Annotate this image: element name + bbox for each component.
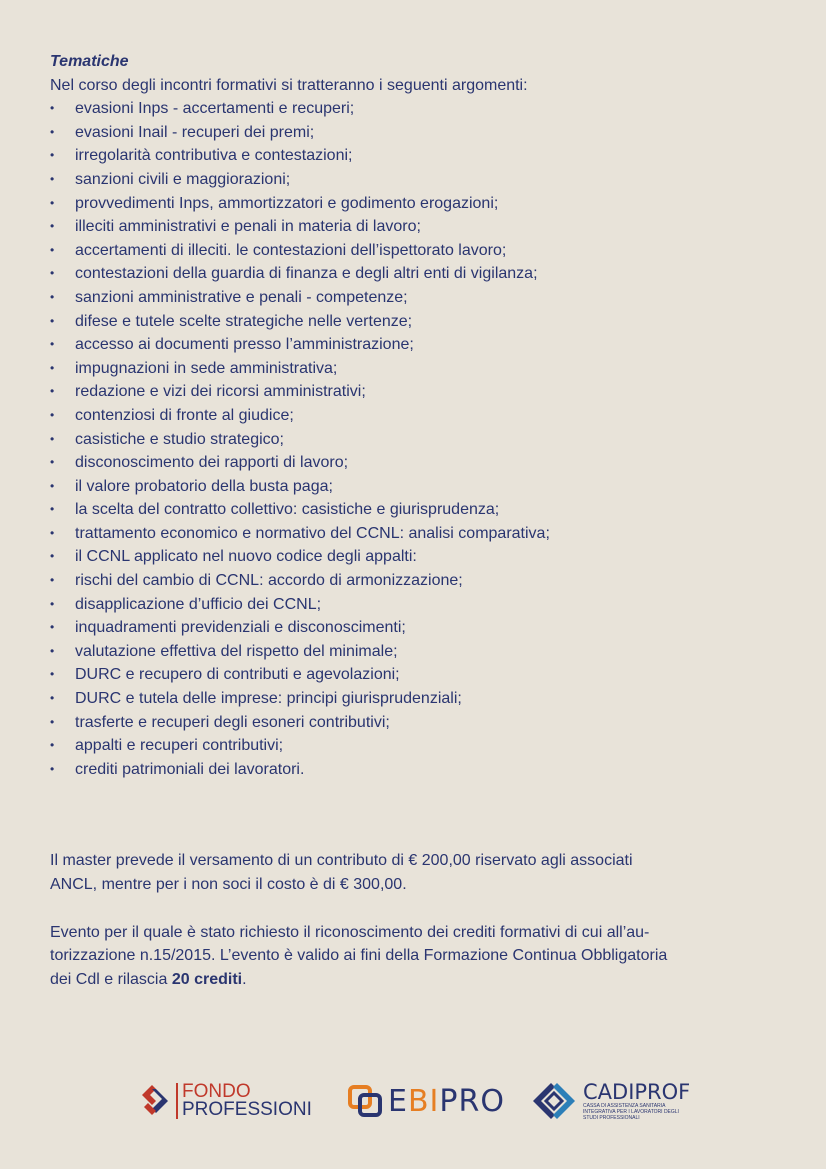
ebipro-bi: BI xyxy=(407,1083,440,1119)
list-item: • rischi del cambio di CCNL: accordo di armonizzazione; xyxy=(50,569,780,593)
cadiprof-subtitle: CASSA DI ASSISTENZA SANITARIA INTEGRATIVA PER I LAVORATORI DEGLI STUDI PROFESSIONALI xyxy=(583,1103,679,1121)
list-item: • disapplicazione d’ufficio dei CCNL; xyxy=(50,593,780,617)
list-item: • contestazioni della guardia di finanza e degli altri enti di vigilanza; xyxy=(50,262,780,286)
list-item: • crediti patrimoniali dei lavoratori. xyxy=(50,758,780,782)
sponsor-logos xyxy=(138,1078,698,1124)
list-item: • contenziosi di fronte al giudice; xyxy=(50,404,780,428)
list-item: • accertamenti di illeciti. le contestazioni dell’ispettorato lavoro; xyxy=(50,239,780,263)
section-heading: Tematiche xyxy=(50,53,129,70)
credits-line: Evento per il quale è stato richiesto il riconoscimento dei crediti formativi di cui all’au- xyxy=(50,923,650,941)
list-item: • disconoscimento dei rapporti di lavoro; xyxy=(50,451,780,475)
list-item: • DURC e recupero di contributi e agevolazioni; xyxy=(50,663,780,687)
fondo-line2: PROFESSIONI xyxy=(182,1099,312,1120)
list-item: • valutazione effettiva del rispetto del minimale; xyxy=(50,640,780,664)
list-item: • difese e tutele scelte strategiche nelle vertenze; xyxy=(50,310,780,334)
list-item: • evasioni Inps - accertamenti e recuperi; xyxy=(50,97,780,121)
list-item: • sanzioni civili e maggiorazioni; xyxy=(50,168,780,192)
credits-paragraph xyxy=(50,921,780,992)
list-item: • sanzioni amministrative e penali - competenze; xyxy=(50,286,780,310)
credits-suffix: . xyxy=(242,970,247,988)
ebipro-pro: PRO xyxy=(439,1083,505,1119)
cadiprof-logo xyxy=(531,1078,693,1124)
list-item: • illeciti amministrativi e penali in materia di lavoro; xyxy=(50,215,780,239)
credits-count: 20 crediti xyxy=(171,970,243,988)
ebipro-mark-icon xyxy=(348,1083,382,1119)
cadiprof-name: CADIPROF xyxy=(583,1080,691,1104)
fondo-wordmark xyxy=(176,1083,312,1119)
ebipro-wordmark xyxy=(388,1084,505,1119)
list-item: • inquadramenti previdenziali e disconoscimenti; xyxy=(50,616,780,640)
fondo-mark-icon xyxy=(138,1081,172,1121)
list-item: • provvedimenti Inps, ammortizzatori e godimento erogazioni; xyxy=(50,192,780,216)
document-body xyxy=(50,50,780,991)
fondo-professioni-logo xyxy=(138,1078,312,1124)
list-item: • appalti e recuperi contributivi; xyxy=(50,734,780,758)
credits-line xyxy=(50,968,780,992)
intro-text: Nel corso degli incontri formativi si tratteranno i seguenti argomenti: xyxy=(50,76,528,94)
fee-line: Il master prevede il versamento di un contributo di € 200,00 riservato agli associati xyxy=(50,852,633,870)
list-item: • la scelta del contratto collettivo: casistiche e giurisprudenza; xyxy=(50,498,780,522)
list-item: • redazione e vizi dei ricorsi amministrativi; xyxy=(50,380,780,404)
credits-line: torizzazione n.15/2015. L’evento è valido ai fini della Formazione Continua Obbligatoria xyxy=(50,947,668,965)
topics-list xyxy=(50,97,780,781)
list-item: • irregolarità contributiva e contestazioni; xyxy=(50,144,780,168)
cadiprof-mark-icon xyxy=(531,1081,577,1121)
list-item: • DURC e tutela delle imprese: principi giurisprudenziali; xyxy=(50,687,780,711)
list-item: • il CCNL applicato nel nuovo codice degli appalti: xyxy=(50,545,780,569)
list-item: • evasioni Inail - recuperi dei premi; xyxy=(50,121,780,145)
credits-prefix: dei Cdl e rilascia xyxy=(50,970,172,988)
list-item: • accesso ai documenti presso l’amministrazione; xyxy=(50,333,780,357)
list-item: • casistiche e studio strategico; xyxy=(50,428,780,452)
list-item: • trattamento economico e normativo del CCNL: analisi comparativa; xyxy=(50,522,780,546)
fondo-line1: FONDO xyxy=(182,1081,251,1102)
list-item: • impugnazioni in sede amministrativa; xyxy=(50,357,780,381)
ebipro-logo xyxy=(348,1078,505,1124)
fee-paragraph xyxy=(50,849,780,896)
list-item: • trasferte e recuperi degli esoneri contributivi; xyxy=(50,711,780,735)
fee-line: ANCL, mentre per i non soci il costo è di € 300,00. xyxy=(50,876,407,893)
ebipro-e: E xyxy=(388,1083,408,1119)
list-item: • il valore probatorio della busta paga; xyxy=(50,475,780,499)
cadiprof-wordmark xyxy=(583,1081,693,1121)
